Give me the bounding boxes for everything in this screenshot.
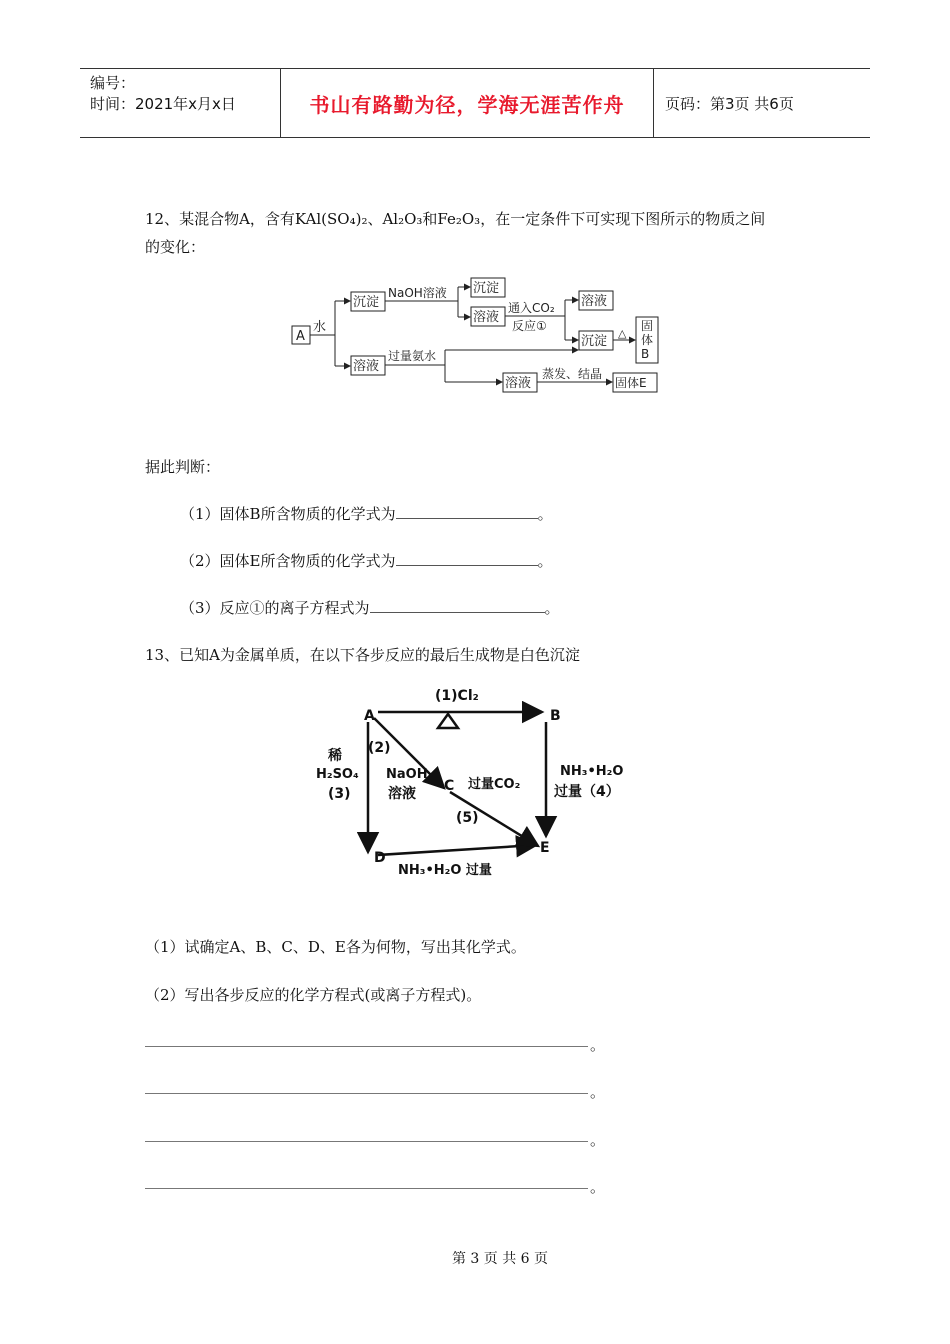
label-water: 水 — [313, 320, 327, 335]
node-A: A — [364, 708, 375, 724]
node-solidE: 固体E — [615, 376, 647, 390]
node-C: C — [444, 778, 455, 794]
page-header — [80, 68, 870, 138]
label-ammonia: 过量氨水 — [388, 349, 437, 363]
answer-period: 。 — [590, 1036, 606, 1054]
label-reaction1: 反应① — [512, 319, 547, 333]
time-label: 时间：2021年x月x日 — [90, 95, 236, 113]
code-label: 编号： — [90, 74, 136, 92]
answer-period: 。 — [590, 1083, 606, 1101]
page-footer: 第 3 页 共 6 页 — [451, 1251, 549, 1267]
node-solution4: 溶液 — [505, 376, 532, 391]
q12-line1: 12、某混合物A，含有KAl(SO₄)₂、Al₂O₃和Fe₂O₃，在一定条件下可实现下图所示的物质之间 — [145, 210, 766, 228]
node-precip1: 沉淀 — [353, 295, 380, 310]
header-meta — [80, 69, 281, 137]
label-delta: △ — [618, 327, 627, 340]
label-co2: 通入CO₂ — [508, 301, 555, 315]
node-A: A — [296, 329, 305, 344]
label-nh3-bottom: NH₃•H₂O 过量 — [398, 863, 492, 878]
label-nh3-right: NH₃•H₂O — [560, 764, 624, 779]
label-dilute: 稀 — [328, 748, 342, 764]
header-motto: 书山有路勤为径，学海无涯苦作舟 — [281, 69, 654, 137]
q12-line2: 的变化： — [145, 238, 206, 256]
label-h2so4: H₂SO₄ — [316, 767, 359, 782]
node-E: E — [540, 840, 550, 856]
answer-period: 。 — [590, 1131, 606, 1149]
label-excess4: 过量（4） — [554, 784, 620, 800]
node-solution3: 溶液 — [353, 359, 380, 374]
answer-line — [145, 1141, 588, 1142]
q12-judge: 据此判断： — [145, 458, 221, 476]
answer-period: 。 — [590, 1178, 606, 1196]
node-solution2: 溶液 — [581, 294, 608, 309]
answer-line — [145, 1046, 588, 1047]
node-precip2: 沉淀 — [473, 281, 500, 296]
label-naoh: NaOH溶液 — [388, 286, 447, 300]
label-evap: 蒸发、结晶 — [542, 367, 603, 381]
q12-sub1: （1）固体B所含物质的化学式为 。 — [180, 505, 553, 523]
label-r2: (2) — [368, 740, 391, 756]
answer-line — [145, 1188, 588, 1189]
q12-sub3: （3）反应①的离子方程式为 。 — [180, 599, 560, 617]
label-naoh: NaOH — [386, 767, 428, 782]
header-page-info: 页码：第3页 共6页 — [665, 94, 794, 113]
answer-line — [145, 1093, 588, 1094]
q13-reaction-diagram — [310, 680, 640, 880]
q12-sub2: （2）固体E所含物质的化学式为 。 — [180, 552, 553, 570]
node-precip3: 沉淀 — [581, 334, 608, 349]
node-D: D — [374, 850, 386, 866]
node-B: B — [550, 708, 561, 724]
q12-flow-diagram — [280, 270, 680, 400]
label-co2: 过量CO₂ — [468, 777, 521, 792]
label-r3: (3) — [328, 786, 351, 802]
label-solution: 溶液 — [388, 786, 416, 802]
q13-sub1: （1）试确定A、B、C、D、E各为何物，写出其化学式。 — [145, 938, 526, 956]
node-solution1: 溶液 — [473, 310, 500, 325]
label-r1: (1)Cl₂ — [435, 688, 479, 704]
q13-sub2: （2）写出各步反应的化学方程式(或离子方程式)。 — [145, 986, 482, 1004]
q13-line1: 13、已知A为金属单质，在以下各步反应的最后生成物是白色沉淀 — [145, 646, 580, 664]
node-solidB-1: 固体 B — [641, 319, 654, 361]
label-r5: (5) — [456, 810, 479, 826]
